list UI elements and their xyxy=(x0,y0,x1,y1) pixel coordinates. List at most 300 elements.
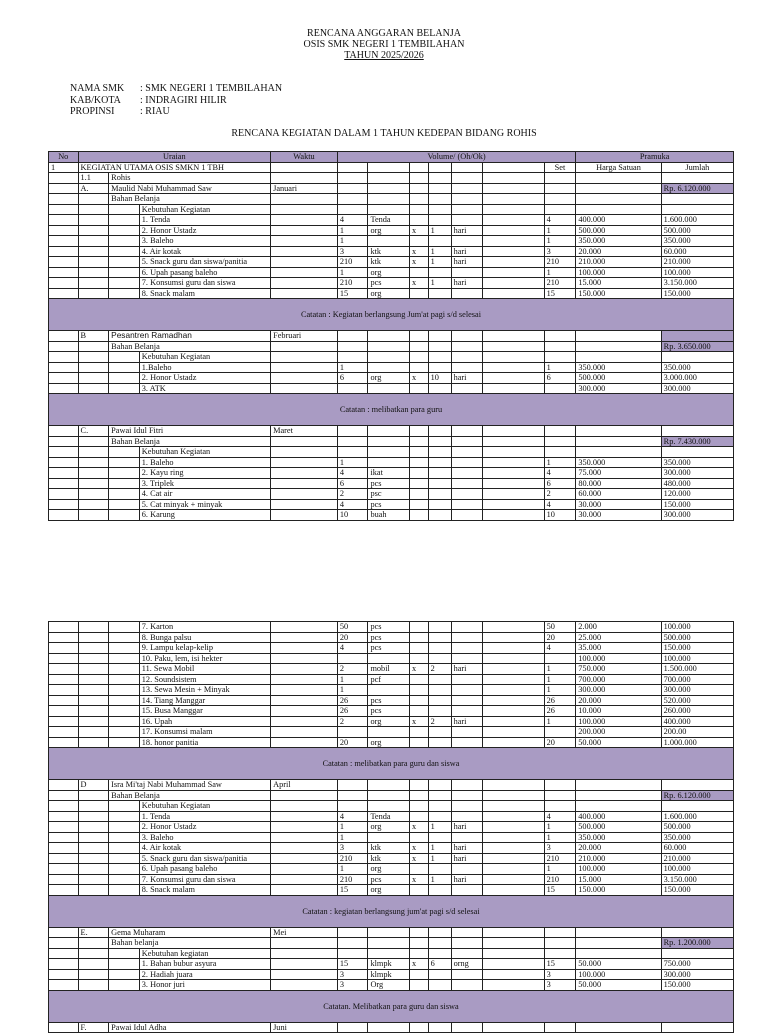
table-cell xyxy=(368,832,410,843)
table-cell xyxy=(428,706,451,717)
table-cell xyxy=(49,204,79,215)
table-cell xyxy=(49,643,79,654)
table-cell xyxy=(576,173,661,184)
table-cell xyxy=(451,727,483,738)
table-cell: Gema Muharam xyxy=(109,927,271,938)
table-cell: 2 xyxy=(337,489,368,500)
table-cell xyxy=(49,790,79,801)
table-cell: 3 xyxy=(544,980,576,991)
table-cell xyxy=(451,969,483,980)
table-cell xyxy=(661,204,733,215)
table-row xyxy=(49,352,734,363)
table-cell: 4. Air kotak xyxy=(139,246,270,257)
table-row xyxy=(49,489,734,500)
table-cell xyxy=(428,173,451,184)
table-cell xyxy=(428,653,451,664)
table-cell: Bahan belanja xyxy=(109,938,271,949)
table-cell: 4 xyxy=(544,643,576,654)
table-cell xyxy=(49,843,79,854)
table-cell xyxy=(483,969,544,980)
table-cell: pcs xyxy=(368,478,410,489)
table-cell xyxy=(78,383,109,394)
table-cell: 4 xyxy=(337,215,368,226)
table-cell xyxy=(544,204,576,215)
table-cell: 2. Honor Ustadz xyxy=(139,225,270,236)
table-cell xyxy=(271,204,338,215)
table-cell xyxy=(451,457,483,468)
table-cell xyxy=(271,853,338,864)
table-cell xyxy=(661,801,733,812)
table-cell xyxy=(451,447,483,458)
table-row xyxy=(49,801,734,812)
section-total-cell: Rp. 1.200.000 xyxy=(661,938,733,949)
table-cell xyxy=(49,632,79,643)
table-cell xyxy=(544,426,576,437)
table-cell: Rohis xyxy=(109,173,271,184)
table-cell xyxy=(483,489,544,500)
table-cell xyxy=(483,948,544,959)
table-cell: 3. Honor juri xyxy=(139,980,270,991)
table-cell: 260.000 xyxy=(661,706,733,717)
table-cell xyxy=(78,215,109,226)
table-cell xyxy=(544,938,576,949)
table-cell xyxy=(483,664,544,675)
table-cell: 520.000 xyxy=(661,695,733,706)
table-cell: ktk xyxy=(368,853,410,864)
table-cell: 750.000 xyxy=(661,959,733,970)
table-cell xyxy=(368,927,410,938)
table-cell xyxy=(428,643,451,654)
table-cell: 3.000.000 xyxy=(661,373,733,384)
table-cell xyxy=(483,288,544,299)
table-cell xyxy=(410,674,429,685)
table-cell xyxy=(410,780,429,791)
table-cell xyxy=(483,727,544,738)
table-cell xyxy=(544,790,576,801)
table-cell: 350.000 xyxy=(661,362,733,373)
table-cell: orng xyxy=(451,959,483,970)
table-row xyxy=(49,225,734,236)
table-cell xyxy=(451,362,483,373)
table-cell: 4 xyxy=(544,468,576,479)
table-cell: 2. Kayu ring xyxy=(139,468,270,479)
table-cell: 1. Bahan bubur asyura xyxy=(139,959,270,970)
table-cell xyxy=(109,352,140,363)
table-cell xyxy=(109,478,140,489)
table-row xyxy=(49,927,734,938)
table-cell: 26 xyxy=(544,695,576,706)
table-cell xyxy=(410,727,429,738)
table-row xyxy=(49,685,734,696)
table-cell xyxy=(428,468,451,479)
table-cell: 100.000 xyxy=(576,267,661,278)
table-cell xyxy=(368,194,410,205)
table-cell: 2. Honor Ustadz xyxy=(139,373,270,384)
table-cell xyxy=(109,874,140,885)
table-cell xyxy=(428,938,451,949)
table-cell: 10. Paku, lem, isi hekter xyxy=(139,653,270,664)
table-cell: 300.000 xyxy=(661,969,733,980)
table-cell xyxy=(368,938,410,949)
table-cell xyxy=(337,727,368,738)
table-cell xyxy=(109,653,140,664)
table-cell xyxy=(451,790,483,801)
table-cell: 210 xyxy=(337,257,368,268)
table-cell xyxy=(544,173,576,184)
table-cell xyxy=(49,811,79,822)
table-cell: 7. Konsumsi guru dan siswa xyxy=(139,278,270,289)
table-cell: 1 xyxy=(544,864,576,875)
table-cell: 6 xyxy=(337,373,368,384)
table-cell xyxy=(544,383,576,394)
table-cell xyxy=(271,938,338,949)
note-text: Catatan : melibatkan para guru dan siswa xyxy=(49,748,734,780)
table-cell xyxy=(410,173,429,184)
table-cell xyxy=(483,173,544,184)
table-cell xyxy=(271,959,338,970)
table-cell: Pawai Idul Adha xyxy=(109,1022,271,1033)
table-cell: 6. Karung xyxy=(139,510,270,521)
table-cell xyxy=(451,468,483,479)
table-cell xyxy=(271,674,338,685)
table-cell xyxy=(576,447,661,458)
table-cell: 4 xyxy=(337,811,368,822)
table-cell: 16. Upah xyxy=(139,716,270,727)
table-cell xyxy=(271,436,338,447)
table-cell xyxy=(483,510,544,521)
table-cell xyxy=(49,352,79,363)
table-cell xyxy=(410,236,429,247)
table-cell xyxy=(49,362,79,373)
table-cell: 150.000 xyxy=(661,499,733,510)
table-cell: Pawai Idul Fitri xyxy=(109,426,271,437)
table-cell: 4 xyxy=(337,499,368,510)
table-cell: 500.000 xyxy=(661,632,733,643)
table-cell: 700.000 xyxy=(661,674,733,685)
table-cell: 30.000 xyxy=(576,499,661,510)
identity-row-school: NAMA SMK : SMK NEGERI 1 TEMBILAHAN xyxy=(70,83,283,94)
table-cell xyxy=(451,801,483,812)
note-row xyxy=(49,299,734,331)
table-cell: 8. Bunga palsu xyxy=(139,632,270,643)
table-cell: 2 xyxy=(428,664,451,675)
table-cell: 1 xyxy=(544,674,576,685)
table-cell xyxy=(337,352,368,363)
table-cell xyxy=(428,499,451,510)
table-cell xyxy=(576,927,661,938)
table-cell: x xyxy=(410,843,429,854)
table-cell xyxy=(78,278,109,289)
table-cell xyxy=(49,664,79,675)
table-cell: 5. Snack guru dan siswa/panitia xyxy=(139,257,270,268)
table-cell xyxy=(109,622,140,633)
table-cell xyxy=(109,499,140,510)
table-cell: 1 xyxy=(544,832,576,843)
table-cell xyxy=(109,246,140,257)
table-cell xyxy=(451,499,483,510)
col-uraian: Uraian xyxy=(78,152,271,163)
table-cell xyxy=(109,257,140,268)
table-row xyxy=(49,257,734,268)
table-cell xyxy=(271,468,338,479)
table-cell: 30.000 xyxy=(576,510,661,521)
table-cell xyxy=(483,194,544,205)
table-cell xyxy=(428,331,451,342)
table-cell: org xyxy=(368,737,410,748)
table-cell: ktk xyxy=(368,257,410,268)
table-cell: 350.000 xyxy=(576,362,661,373)
table-cell xyxy=(410,685,429,696)
table-cell xyxy=(109,674,140,685)
table-cell xyxy=(109,695,140,706)
table-cell: 1 xyxy=(337,822,368,833)
col-waktu: Waktu xyxy=(271,152,338,163)
table-cell xyxy=(410,362,429,373)
table-cell xyxy=(544,194,576,205)
table-cell: Bahan Belanja xyxy=(109,436,271,447)
table-row xyxy=(49,959,734,970)
table-cell xyxy=(368,801,410,812)
table-cell xyxy=(410,980,429,991)
table-cell xyxy=(410,643,429,654)
table-cell xyxy=(337,447,368,458)
table-cell xyxy=(337,801,368,812)
table-cell xyxy=(410,436,429,447)
table-cell: 2 xyxy=(428,716,451,727)
table-cell xyxy=(544,341,576,352)
table-cell xyxy=(576,1022,661,1033)
table-cell xyxy=(368,653,410,664)
table-cell xyxy=(428,864,451,875)
table-cell xyxy=(451,811,483,822)
table-cell: Bahan Belanja xyxy=(109,194,271,205)
table-cell xyxy=(78,267,109,278)
table-cell xyxy=(49,885,79,896)
table-cell: 15 xyxy=(544,959,576,970)
table-cell: 210 xyxy=(337,853,368,864)
table-cell: 350.000 xyxy=(576,236,661,247)
table-cell: x xyxy=(410,822,429,833)
table-cell xyxy=(410,938,429,949)
table-row xyxy=(49,362,734,373)
table-cell xyxy=(271,173,338,184)
table-cell xyxy=(410,215,429,226)
table-cell: 6 xyxy=(337,478,368,489)
table-cell xyxy=(410,927,429,938)
table-cell xyxy=(337,204,368,215)
table-cell: 1 xyxy=(544,716,576,727)
table-cell: Set xyxy=(544,162,576,173)
table-cell: Juni xyxy=(271,1022,338,1033)
table-cell: 20 xyxy=(544,737,576,748)
table-cell xyxy=(271,457,338,468)
table-cell: 6. Upah pasang baleho xyxy=(139,864,270,875)
table-cell xyxy=(483,257,544,268)
table-header-row xyxy=(49,152,734,163)
table-cell: 12. Soundsistem xyxy=(139,674,270,685)
table-cell xyxy=(483,695,544,706)
table-cell: 200.00 xyxy=(661,727,733,738)
table-cell xyxy=(544,352,576,363)
table-row xyxy=(49,653,734,664)
table-cell xyxy=(109,716,140,727)
table-cell xyxy=(49,194,79,205)
table-cell xyxy=(483,674,544,685)
table-row xyxy=(49,468,734,479)
table-cell xyxy=(337,436,368,447)
table-cell: 210.000 xyxy=(661,853,733,864)
table-cell: Maret xyxy=(271,426,338,437)
table-cell xyxy=(49,499,79,510)
table-cell xyxy=(410,499,429,510)
table-cell: Kebutuhan Kegiatan xyxy=(139,801,270,812)
table-row xyxy=(49,811,734,822)
table-cell: 1 xyxy=(337,457,368,468)
table-cell: 1 xyxy=(337,685,368,696)
table-cell xyxy=(337,162,368,173)
table-cell xyxy=(109,288,140,299)
table-cell xyxy=(368,383,410,394)
table-cell: 15.000 xyxy=(576,278,661,289)
table-cell xyxy=(428,236,451,247)
table-cell: hari xyxy=(451,373,483,384)
table-cell xyxy=(451,267,483,278)
table-cell xyxy=(428,510,451,521)
table-cell xyxy=(576,801,661,812)
table-cell xyxy=(49,727,79,738)
table-cell: 3. Triplek xyxy=(139,478,270,489)
table-cell xyxy=(49,716,79,727)
table-cell: 150.000 xyxy=(576,288,661,299)
table-cell xyxy=(428,927,451,938)
table-cell xyxy=(576,183,661,194)
table-cell xyxy=(483,267,544,278)
section-total-cell: Rp. 6.120.000 xyxy=(661,790,733,801)
table-cell xyxy=(49,685,79,696)
table-cell xyxy=(428,352,451,363)
table-cell xyxy=(78,225,109,236)
table-cell: 1 xyxy=(544,457,576,468)
table-cell xyxy=(410,948,429,959)
table-cell xyxy=(483,811,544,822)
table-cell xyxy=(49,622,79,633)
table-cell: 2. Hadiah juara xyxy=(139,969,270,980)
table-cell xyxy=(544,183,576,194)
table-cell xyxy=(271,790,338,801)
table-cell xyxy=(271,288,338,299)
table-cell xyxy=(271,447,338,458)
table-cell xyxy=(368,204,410,215)
table-cell xyxy=(483,853,544,864)
table-cell xyxy=(410,426,429,437)
table-cell: E. xyxy=(78,927,109,938)
table-cell xyxy=(410,737,429,748)
table-cell xyxy=(368,362,410,373)
table-cell: 150.000 xyxy=(661,643,733,654)
table-cell: 1 xyxy=(428,853,451,864)
table-cell: 4 xyxy=(544,811,576,822)
table-cell xyxy=(428,447,451,458)
note-row xyxy=(49,895,734,927)
table-cell xyxy=(49,959,79,970)
table-cell xyxy=(544,1022,576,1033)
table-cell: Isra Mi'taj Nabi Muhammad Saw xyxy=(109,780,271,791)
table-cell xyxy=(451,215,483,226)
table-cell xyxy=(49,373,79,384)
table-row xyxy=(49,426,734,437)
table-cell xyxy=(410,341,429,352)
table-cell xyxy=(483,278,544,289)
table-cell xyxy=(271,267,338,278)
table-cell: 350.000 xyxy=(576,457,661,468)
table-cell xyxy=(49,183,79,194)
table-row xyxy=(49,832,734,843)
table-row xyxy=(49,643,734,654)
table-cell xyxy=(109,822,140,833)
table-cell xyxy=(49,215,79,226)
table-cell: 20.000 xyxy=(576,246,661,257)
table-cell: 6 xyxy=(544,373,576,384)
table-cell xyxy=(49,927,79,938)
table-cell xyxy=(410,811,429,822)
table-cell xyxy=(483,801,544,812)
table-cell xyxy=(109,457,140,468)
table-cell: 5. Cat minyak + minyak xyxy=(139,499,270,510)
table-cell xyxy=(78,801,109,812)
table-cell xyxy=(49,426,79,437)
table-cell xyxy=(78,948,109,959)
table-cell: 1 xyxy=(428,874,451,885)
table-cell xyxy=(78,447,109,458)
table-cell: 20 xyxy=(337,737,368,748)
table-cell xyxy=(451,695,483,706)
table-cell xyxy=(410,288,429,299)
table-cell xyxy=(271,215,338,226)
table-cell xyxy=(368,727,410,738)
table-cell xyxy=(544,436,576,447)
table-cell xyxy=(483,436,544,447)
table-cell xyxy=(78,832,109,843)
table-cell: 150.000 xyxy=(661,980,733,991)
table-cell xyxy=(49,267,79,278)
table-cell xyxy=(337,426,368,437)
table-row xyxy=(49,727,734,738)
table-cell xyxy=(368,173,410,184)
table-cell xyxy=(109,510,140,521)
table-row xyxy=(49,885,734,896)
table-row xyxy=(49,853,734,864)
table-cell xyxy=(78,352,109,363)
table-row xyxy=(49,938,734,949)
table-cell xyxy=(271,969,338,980)
table-cell xyxy=(49,341,79,352)
table-row xyxy=(49,632,734,643)
table-cell xyxy=(78,695,109,706)
table-cell: x xyxy=(410,257,429,268)
table-cell xyxy=(483,622,544,633)
table-cell xyxy=(109,362,140,373)
table-cell: 3 xyxy=(337,969,368,980)
table-cell xyxy=(428,183,451,194)
table-cell xyxy=(109,643,140,654)
table-cell: 10 xyxy=(337,510,368,521)
table-row xyxy=(49,706,734,717)
table-cell xyxy=(483,864,544,875)
table-cell: org xyxy=(368,885,410,896)
table-cell xyxy=(576,352,661,363)
table-row xyxy=(49,969,734,980)
table-cell xyxy=(428,489,451,500)
